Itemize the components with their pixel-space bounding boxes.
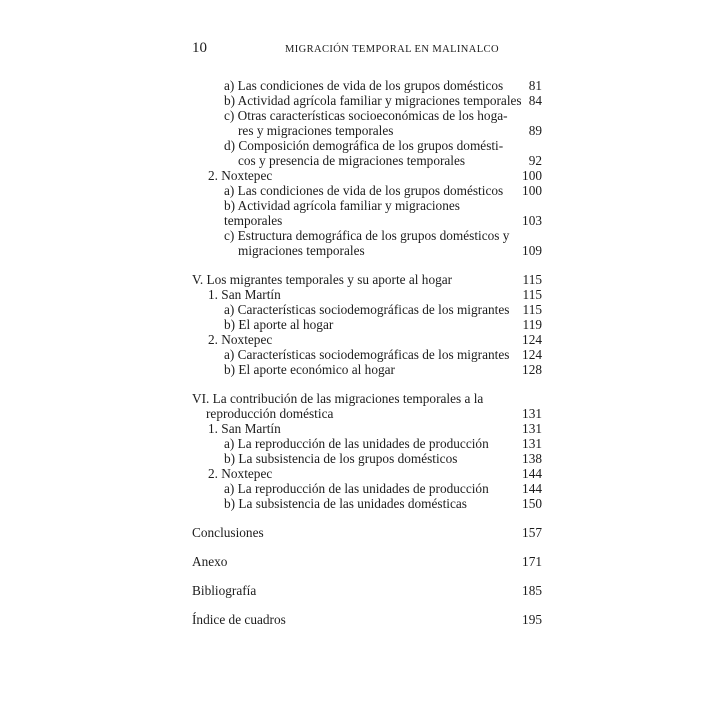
toc-entry-page: 185 bbox=[522, 583, 542, 598]
toc-entry-line: b) El aporte al hogar bbox=[224, 317, 334, 332]
toc-entry-page: 131 bbox=[522, 421, 542, 436]
toc-entry-title bbox=[192, 287, 523, 302]
toc-entry-title bbox=[192, 421, 522, 436]
toc-entry-line: a) Características sociodemográficas de los migrantes bbox=[224, 347, 510, 362]
toc-entry-page: 115 bbox=[522, 272, 542, 287]
toc-entry bbox=[192, 168, 542, 183]
toc-entry-title bbox=[192, 317, 523, 332]
toc-entry-page: 115 bbox=[522, 302, 542, 317]
toc-entry bbox=[192, 108, 542, 138]
toc-entry-page: 115 bbox=[522, 287, 542, 302]
toc-entry-line: c) Estructura demográfica de los grupos domésticos y bbox=[224, 228, 510, 243]
toc-entry-page: 103 bbox=[522, 213, 542, 228]
toc-entry bbox=[192, 466, 542, 481]
toc-entry bbox=[192, 612, 542, 627]
toc-entry-line: 1. San Martín bbox=[208, 421, 281, 436]
toc-entry-line: a) Las condiciones de vida de los grupos domésticos bbox=[224, 78, 504, 93]
toc-entry bbox=[192, 525, 542, 540]
toc-entry bbox=[192, 317, 542, 332]
toc-entry-title bbox=[192, 436, 522, 451]
toc-entry-title bbox=[192, 466, 522, 481]
toc-entry-title bbox=[192, 362, 522, 377]
toc-entry bbox=[192, 78, 542, 93]
toc-entry-page: 144 bbox=[522, 481, 542, 496]
toc-entry-line: a) Características sociodemográficas de los migrantes bbox=[224, 302, 510, 317]
toc-entry-line: b) El aporte económico al hogar bbox=[224, 362, 395, 377]
toc-entry-line: cos y presencia de migraciones temporales bbox=[238, 153, 466, 168]
toc-entry-title bbox=[192, 481, 522, 496]
toc-entry-page: 92 bbox=[528, 153, 542, 168]
toc-entry-title bbox=[192, 138, 529, 168]
toc-entry-page: 100 bbox=[522, 183, 542, 198]
toc-entry-page: 171 bbox=[522, 554, 542, 569]
toc-entry-page: 81 bbox=[528, 78, 542, 93]
page-number: 10 bbox=[192, 40, 207, 56]
toc-entry-title bbox=[192, 302, 523, 317]
toc-entry-line: Índice de cuadros bbox=[192, 612, 286, 627]
toc-entry-line: reproducción doméstica bbox=[206, 406, 334, 421]
toc-entry-page: 195 bbox=[522, 612, 542, 627]
section-gap bbox=[192, 511, 542, 525]
toc-entry-line: 2. Noxtepec bbox=[208, 168, 273, 183]
toc-entry-title bbox=[192, 525, 522, 540]
toc-entry-page: 131 bbox=[522, 406, 542, 421]
section-gap bbox=[192, 569, 542, 583]
toc-entry-line: d) Composición demográfica de los grupos domésti- bbox=[224, 138, 504, 153]
toc-entry-page: 89 bbox=[528, 123, 542, 138]
toc-entry-title bbox=[192, 272, 523, 287]
toc-entry-title bbox=[192, 583, 522, 598]
toc-entry-page: 157 bbox=[522, 525, 542, 540]
toc-entry-line: b) La subsistencia de las unidades domésticas bbox=[224, 496, 467, 511]
toc-entry-page: 100 bbox=[522, 168, 542, 183]
toc-entry-page: 124 bbox=[522, 347, 542, 362]
toc-entry-line: Conclusiones bbox=[192, 525, 264, 540]
toc-entry bbox=[192, 302, 542, 317]
section-gap bbox=[192, 540, 542, 554]
toc-entry-page: 124 bbox=[522, 332, 542, 347]
toc-entry-title bbox=[192, 332, 522, 347]
toc-entry-title bbox=[192, 168, 522, 183]
toc-entry-page: 119 bbox=[522, 317, 542, 332]
toc-entry-line: V. Los migrantes temporales y su aporte al hogar bbox=[192, 272, 453, 287]
section-gap bbox=[192, 377, 542, 391]
toc-entry-title bbox=[192, 612, 522, 627]
toc-entry-line: b) Actividad agrícola familiar y migraciones temporales bbox=[224, 93, 522, 108]
toc-entry-line: Anexo bbox=[192, 554, 228, 569]
toc-entry bbox=[192, 391, 542, 421]
toc-entry-line: c) Otras características socioeconómicas de los hoga- bbox=[224, 108, 508, 123]
toc-entry bbox=[192, 421, 542, 436]
toc-entry bbox=[192, 332, 542, 347]
toc-entry bbox=[192, 436, 542, 451]
toc-entry bbox=[192, 583, 542, 598]
toc-entry-page: 109 bbox=[522, 243, 542, 258]
section-gap bbox=[192, 258, 542, 272]
toc-entry-line: VI. La contribución de las migraciones temporales a la bbox=[192, 391, 484, 406]
toc-entry-line: b) La subsistencia de los grupos domésticos bbox=[224, 451, 458, 466]
toc-entry-line: b) Actividad agrícola familiar y migraciones temporales bbox=[224, 198, 460, 228]
toc-entry-line: 2. Noxtepec bbox=[208, 332, 273, 347]
toc-entry bbox=[192, 347, 542, 362]
toc-entry bbox=[192, 198, 542, 228]
toc-entry-page: 84 bbox=[528, 93, 542, 108]
toc-entry-title bbox=[192, 391, 522, 421]
toc-entry-line: a) La reproducción de las unidades de producción bbox=[224, 481, 489, 496]
toc-entry-line: Bibliografía bbox=[192, 583, 257, 598]
toc-entry-title bbox=[192, 108, 529, 138]
table-of-contents bbox=[192, 78, 542, 627]
toc-entry-title bbox=[192, 78, 529, 93]
toc-entry-line: a) La reproducción de las unidades de producción bbox=[224, 436, 489, 451]
toc-entry-title bbox=[192, 198, 522, 228]
toc-entry-title bbox=[192, 347, 522, 362]
toc-entry-page: 150 bbox=[522, 496, 542, 511]
toc-entry bbox=[192, 451, 542, 466]
toc-entry-line: 1. San Martín bbox=[208, 287, 281, 302]
toc-entry bbox=[192, 228, 542, 258]
running-head: MIGRACIÓN TEMPORAL EN MALINALCO bbox=[285, 44, 499, 55]
toc-entry bbox=[192, 496, 542, 511]
toc-entry-line: 2. Noxtepec bbox=[208, 466, 273, 481]
toc-entry-title bbox=[192, 93, 529, 108]
toc-entry bbox=[192, 138, 542, 168]
toc-entry bbox=[192, 481, 542, 496]
toc-entry-line: a) Las condiciones de vida de los grupos domésticos bbox=[224, 183, 504, 198]
section-gap bbox=[192, 598, 542, 612]
toc-entry bbox=[192, 362, 542, 377]
toc-entry-title bbox=[192, 496, 522, 511]
toc-entry bbox=[192, 272, 542, 287]
toc-entry bbox=[192, 287, 542, 302]
toc-entry-title bbox=[192, 451, 522, 466]
toc-entry-page: 138 bbox=[522, 451, 542, 466]
toc-entry bbox=[192, 93, 542, 108]
toc-entry-title bbox=[192, 554, 522, 569]
toc-entry-page: 131 bbox=[522, 436, 542, 451]
toc-entry-page: 128 bbox=[522, 362, 542, 377]
toc-entry bbox=[192, 554, 542, 569]
toc-entry-line: migraciones temporales bbox=[238, 243, 365, 258]
toc-entry bbox=[192, 183, 542, 198]
toc-entry-title bbox=[192, 183, 522, 198]
toc-entry-page: 144 bbox=[522, 466, 542, 481]
toc-entry-line: res y migraciones temporales bbox=[238, 123, 394, 138]
toc-entry-title bbox=[192, 228, 522, 258]
